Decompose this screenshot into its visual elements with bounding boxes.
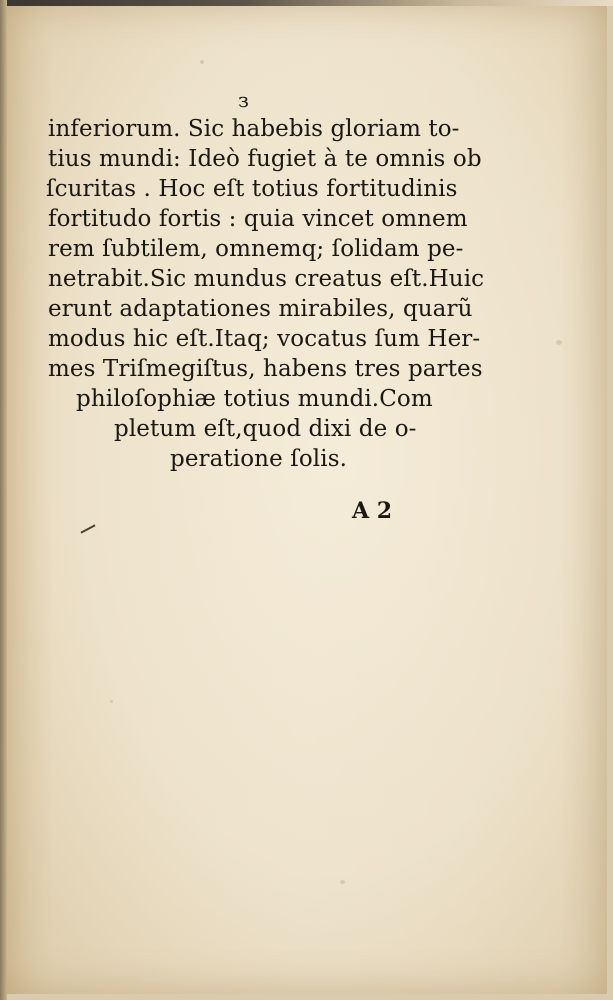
text-line: fortitudo fortis : quia vincet omnem xyxy=(48,206,468,232)
page-left-edge xyxy=(0,0,7,1000)
paper-spot xyxy=(110,700,113,703)
text-line: inferiorum. Sic habebis gloriam to- xyxy=(48,116,460,142)
catchword: A 2 xyxy=(352,498,393,524)
page-top-edge xyxy=(0,0,613,6)
paper-spot xyxy=(200,60,204,64)
signature-mark: з xyxy=(238,88,249,112)
text-line: mes Triſmegiſtus, habens tres partes xyxy=(48,356,483,382)
text-line: rem ſubtilem, omnemq; ſolidam pe- xyxy=(48,236,464,262)
paper-spot xyxy=(556,340,562,345)
text-line: netrabit.Sic mundus creatus eſt.Huic xyxy=(48,266,485,292)
text-line: peratione ſolis. xyxy=(170,446,348,472)
text-line: tius mundi: Ideò fugiet à te omnis ob xyxy=(48,146,482,172)
paper-spot xyxy=(340,880,345,884)
text-line: pletum eſt,quod dixi de o- xyxy=(114,416,417,442)
text-line: ſcuritas . Hoc eſt totius fortitudinis xyxy=(46,176,458,202)
text-line: modus hic eſt.Itaq; vocatus ſum Her- xyxy=(48,326,481,352)
text-line: erunt adaptationes mirabiles, quarũ xyxy=(48,296,473,322)
text-line: philoſophiæ totius mundi.Com xyxy=(76,386,433,412)
